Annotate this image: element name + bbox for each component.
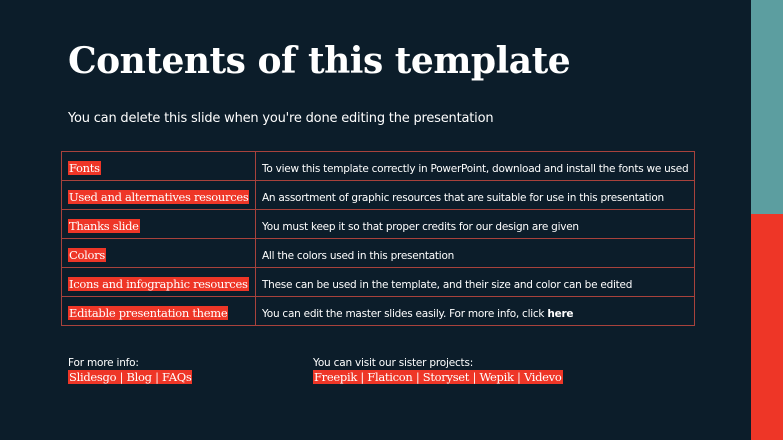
teal-accent-bar [751,0,783,214]
table-row [62,297,695,326]
more-info-label: For more info: [68,357,139,369]
row-desc-thanks: You must keep it so that proper credits for our design are given [262,220,579,233]
row-desc-resources: An assortment of graphic resources that are suitable for use in this presentation [262,191,664,204]
slidesgo-link[interactable]: Slidesgo [69,370,117,384]
row-name-fonts: Fonts [69,160,100,175]
slide-title: Contents of this template [68,40,571,82]
table-row [62,268,695,297]
storyset-link[interactable]: Storyset [422,370,470,384]
sister-projects-links [313,370,563,384]
link-separator: | [513,370,524,384]
more-info-links [68,370,192,384]
table-row [62,152,695,181]
table-row [62,239,695,268]
row-desc-fonts: To view this template correctly in PowerPoint, download and install the fonts we used [262,162,689,175]
slide-subtitle: You can delete this slide when you're done editing the presentation [68,111,494,126]
flaticon-link[interactable]: Flaticon [367,370,413,384]
freepik-link[interactable]: Freepik [314,370,357,384]
here-link[interactable]: here [547,307,574,320]
link-separator: | [357,370,368,384]
row-name-colors: Colors [69,247,105,262]
row-desc-theme: You can edit the master slides easily. For more info, click [262,307,548,320]
red-accent-bar [751,214,783,440]
faqs-link[interactable]: FAQs [162,370,192,384]
more-info-block [68,357,192,384]
wepik-link[interactable]: Wepik [479,370,514,384]
blog-link[interactable]: Blog [126,370,152,384]
sister-projects-block [313,357,563,384]
table-row [62,210,695,239]
link-separator: | [469,370,480,384]
row-desc-icons: These can be used in the template, and their size and color can be edited [262,278,633,291]
table-row [62,181,695,210]
row-name-theme: Editable presentation theme [69,305,228,320]
row-desc-colors: All the colors used in this presentation [262,249,455,262]
link-separator: | [412,370,423,384]
row-name-resources: Used and alternatives resources [69,189,249,204]
link-separator: | [116,370,127,384]
videvo-link[interactable]: Videvo [523,370,562,384]
row-name-icons: Icons and infographic resources [69,276,248,291]
contents-table [61,151,695,326]
sister-projects-label: You can visit our sister projects: [313,357,474,369]
link-separator: | [151,370,163,384]
row-name-thanks: Thanks slide [69,218,139,233]
